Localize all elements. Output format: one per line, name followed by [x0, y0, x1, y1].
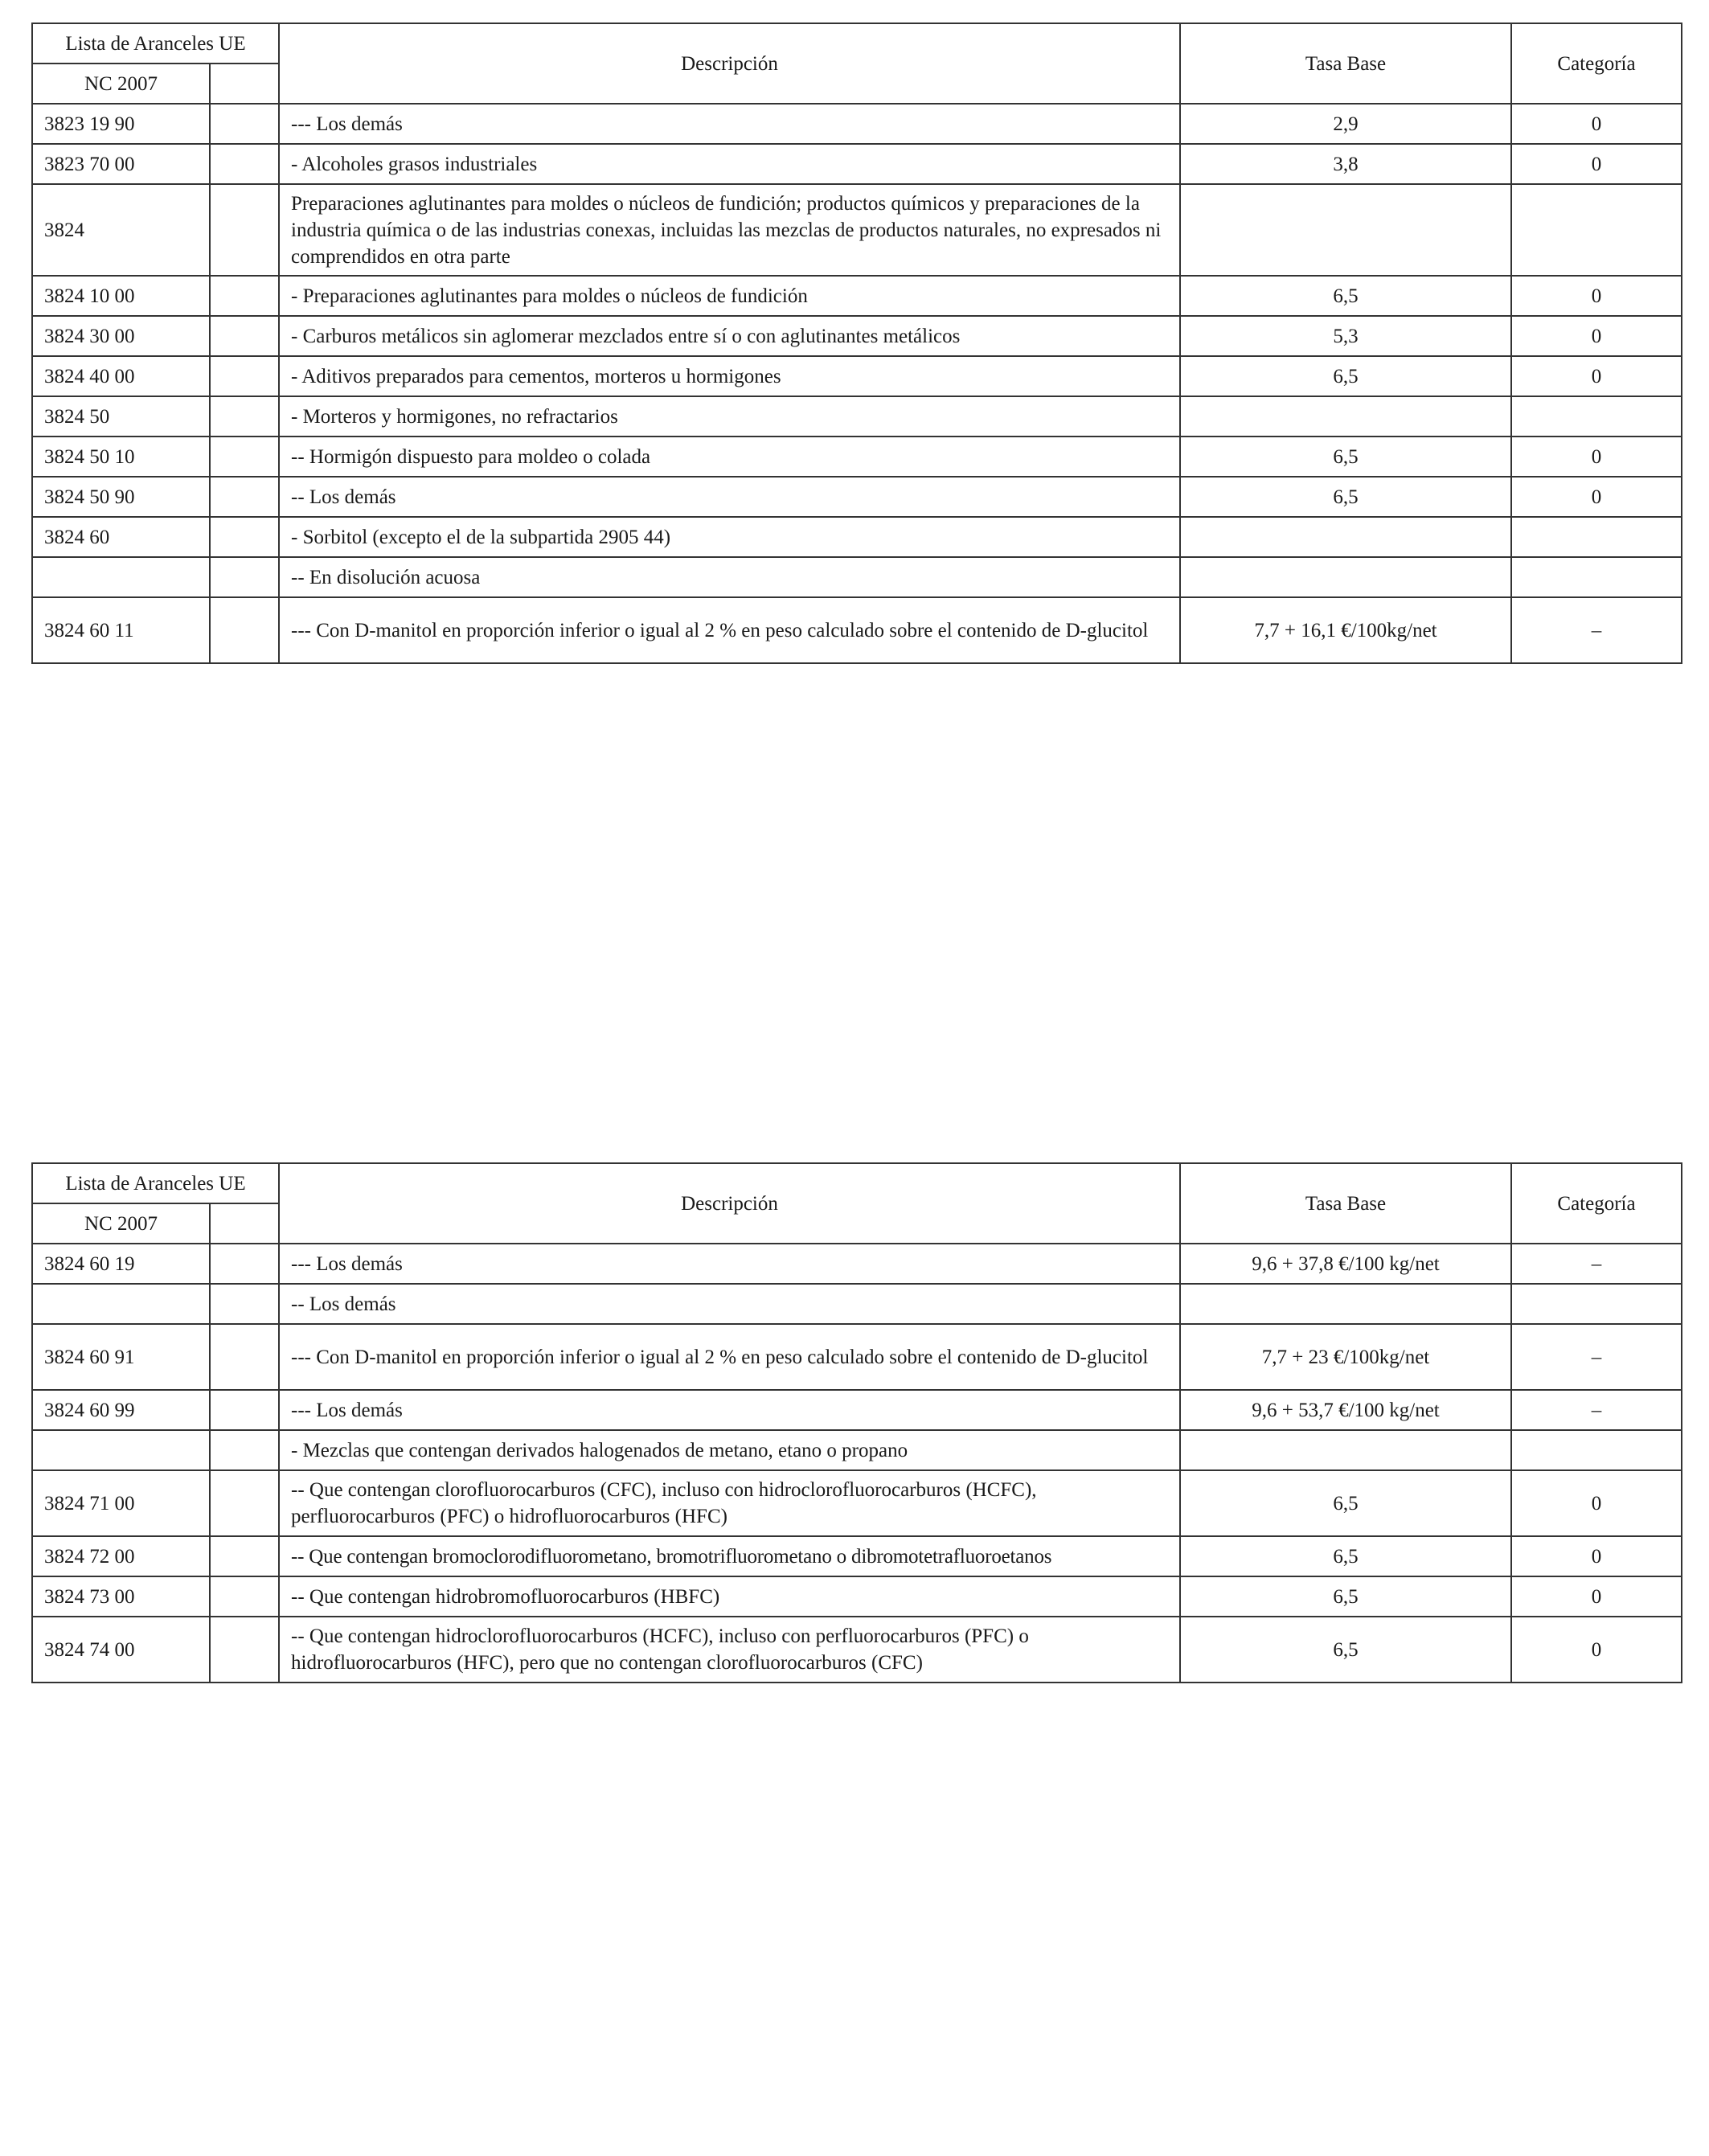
- row-empty: [210, 104, 279, 144]
- table-row: [32, 477, 1682, 517]
- table-row: [32, 396, 1682, 437]
- row-rate: 9,6 + 37,8 €/100 kg/net: [1180, 1244, 1511, 1284]
- row-empty: [210, 1536, 279, 1576]
- row-category: 0: [1511, 316, 1682, 356]
- row-code: [32, 1284, 210, 1324]
- row-description: --- Los demás: [279, 104, 1180, 144]
- row-empty: [210, 557, 279, 597]
- row-description: -- Hormigón dispuesto para moldeo o colada: [279, 437, 1180, 477]
- row-empty: [210, 144, 279, 184]
- row-category: [1511, 1430, 1682, 1470]
- row-category: 0: [1511, 276, 1682, 316]
- row-category: –: [1511, 597, 1682, 663]
- row-description: -- Que contengan hidrobromofluorocarburos (HBFC): [279, 1576, 1180, 1617]
- row-code: [32, 557, 210, 597]
- row-description: Preparaciones aglutinantes para moldes o núcleos de fundición; productos químicos y preparaciones de la industria química o de las industrias conexas, incluidas las mezclas de productos naturales, no expresados ni comprendidos en otra parte: [279, 184, 1180, 276]
- row-rate: 6,5: [1180, 356, 1511, 396]
- header-descripcion: Descripción: [279, 1163, 1180, 1244]
- row-empty: [210, 1576, 279, 1617]
- table-row: [32, 276, 1682, 316]
- row-rate: [1180, 1430, 1511, 1470]
- row-description: - Mezclas que contengan derivados halogenados de metano, etano o propano: [279, 1430, 1180, 1470]
- table-row: [32, 1324, 1682, 1390]
- row-code: 3824 60 99: [32, 1390, 210, 1430]
- row-empty: [210, 276, 279, 316]
- row-category: 0: [1511, 104, 1682, 144]
- header-descripcion: Descripción: [279, 23, 1180, 104]
- row-category: –: [1511, 1244, 1682, 1284]
- table-row: [32, 557, 1682, 597]
- table-row: [32, 1430, 1682, 1470]
- row-category: 0: [1511, 437, 1682, 477]
- table-row: [32, 104, 1682, 144]
- header-empty-cell: [210, 1203, 279, 1244]
- table-row: [32, 1284, 1682, 1324]
- row-rate: 6,5: [1180, 1576, 1511, 1617]
- row-code: 3824 73 00: [32, 1576, 210, 1617]
- row-code: 3824 50 10: [32, 437, 210, 477]
- row-code: 3823 19 90: [32, 104, 210, 144]
- row-rate: [1180, 396, 1511, 437]
- row-code: [32, 1430, 210, 1470]
- row-empty: [210, 517, 279, 557]
- row-code: 3824 60 91: [32, 1324, 210, 1390]
- row-rate: [1180, 517, 1511, 557]
- row-description: -- Los demás: [279, 477, 1180, 517]
- table-row: [32, 1576, 1682, 1617]
- row-rate: 6,5: [1180, 276, 1511, 316]
- header-tasa-base: Tasa Base: [1180, 1163, 1511, 1244]
- row-rate: 6,5: [1180, 437, 1511, 477]
- row-rate: [1180, 1284, 1511, 1324]
- row-category: [1511, 557, 1682, 597]
- row-category: [1511, 184, 1682, 276]
- row-category: [1511, 517, 1682, 557]
- row-code: 3824 50 90: [32, 477, 210, 517]
- table-row: [32, 1470, 1682, 1536]
- row-code: 3824 60 19: [32, 1244, 210, 1284]
- tariff-table-1: [31, 23, 1682, 664]
- table-row: [32, 184, 1682, 276]
- row-rate: 9,6 + 53,7 €/100 kg/net: [1180, 1390, 1511, 1430]
- row-empty: [210, 316, 279, 356]
- row-category: 0: [1511, 1536, 1682, 1576]
- row-category: [1511, 396, 1682, 437]
- table-row: [32, 1536, 1682, 1576]
- row-code: 3824 10 00: [32, 276, 210, 316]
- row-empty: [210, 1430, 279, 1470]
- row-rate: [1180, 184, 1511, 276]
- header-lista-aranceles: Lista de Aranceles UE: [32, 23, 279, 64]
- row-code: 3824 60: [32, 517, 210, 557]
- row-rate: 6,5: [1180, 1536, 1511, 1576]
- row-category: 0: [1511, 144, 1682, 184]
- tariff-table-2: [31, 1162, 1682, 1683]
- row-code: 3824: [32, 184, 210, 276]
- row-empty: [210, 437, 279, 477]
- row-category: 0: [1511, 1617, 1682, 1683]
- row-description: - Alcoholes grasos industriales: [279, 144, 1180, 184]
- row-description: -- Los demás: [279, 1284, 1180, 1324]
- row-code: 3824 30 00: [32, 316, 210, 356]
- row-rate: 3,8: [1180, 144, 1511, 184]
- row-empty: [210, 356, 279, 396]
- row-category: 0: [1511, 1576, 1682, 1617]
- row-rate: 6,5: [1180, 1470, 1511, 1536]
- table-row: [32, 356, 1682, 396]
- table-row: [32, 437, 1682, 477]
- row-category: –: [1511, 1324, 1682, 1390]
- row-code: 3823 70 00: [32, 144, 210, 184]
- table-row: [32, 597, 1682, 663]
- row-category: 0: [1511, 477, 1682, 517]
- row-empty: [210, 184, 279, 276]
- row-code: 3824 71 00: [32, 1470, 210, 1536]
- row-empty: [210, 477, 279, 517]
- row-category: [1511, 1284, 1682, 1324]
- row-rate: 2,9: [1180, 104, 1511, 144]
- table-row: [32, 1390, 1682, 1430]
- row-code: 3824 74 00: [32, 1617, 210, 1683]
- row-category: 0: [1511, 1470, 1682, 1536]
- row-description: -- Que contengan hidroclorofluorocarburos (HCFC), incluso con perfluorocarburos (PFC) o hidrofluorocarburos (HFC), pero que no contengan clorofluorocarburos (CFC): [279, 1617, 1180, 1683]
- row-empty: [210, 396, 279, 437]
- row-description: -- Que contengan clorofluorocarburos (CFC), incluso con hidroclorofluorocarburos (HCFC), perfluorocarburos (PFC) o hidrofluorocarburos (HFC): [279, 1470, 1180, 1536]
- row-empty: [210, 1390, 279, 1430]
- row-code: 3824 72 00: [32, 1536, 210, 1576]
- row-empty: [210, 1617, 279, 1683]
- row-category: 0: [1511, 356, 1682, 396]
- row-empty: [210, 1324, 279, 1390]
- row-empty: [210, 1284, 279, 1324]
- row-empty: [210, 597, 279, 663]
- row-rate: 7,7 + 16,1 €/100kg/net: [1180, 597, 1511, 663]
- row-category: –: [1511, 1390, 1682, 1430]
- row-description: -- Que contengan bromoclorodifluorometano, bromotrifluorometano o dibromotetrafluoroetanos: [279, 1536, 1180, 1576]
- row-description: -- En disolución acuosa: [279, 557, 1180, 597]
- row-description: --- Con D-manitol en proporción inferior o igual al 2 % en peso calculado sobre el contenido de D-glucitol: [279, 597, 1180, 663]
- table-row: [32, 316, 1682, 356]
- table-row: [32, 1617, 1682, 1683]
- table-row: [32, 144, 1682, 184]
- row-empty: [210, 1470, 279, 1536]
- header-nc-2007: NC 2007: [32, 1203, 210, 1244]
- row-empty: [210, 1244, 279, 1284]
- row-description: --- Con D-manitol en proporción inferior o igual al 2 % en peso calculado sobre el contenido de D-glucitol: [279, 1324, 1180, 1390]
- header-nc-2007: NC 2007: [32, 64, 210, 104]
- row-description: - Morteros y hormigones, no refractarios: [279, 396, 1180, 437]
- header-categoria: Categoría: [1511, 1163, 1682, 1244]
- row-rate: 6,5: [1180, 1617, 1511, 1683]
- row-description: - Carburos metálicos sin aglomerar mezclados entre sí o con aglutinantes metálicos: [279, 316, 1180, 356]
- header-lista-aranceles: Lista de Aranceles UE: [32, 1163, 279, 1203]
- header-categoria: Categoría: [1511, 23, 1682, 104]
- header-tasa-base: Tasa Base: [1180, 23, 1511, 104]
- row-description: - Preparaciones aglutinantes para moldes o núcleos de fundición: [279, 276, 1180, 316]
- row-rate: 5,3: [1180, 316, 1511, 356]
- row-description: --- Los demás: [279, 1244, 1180, 1284]
- row-description: - Aditivos preparados para cementos, morteros u hormigones: [279, 356, 1180, 396]
- row-code: 3824 60 11: [32, 597, 210, 663]
- row-rate: 6,5: [1180, 477, 1511, 517]
- table-row: [32, 517, 1682, 557]
- row-rate: [1180, 557, 1511, 597]
- row-code: 3824 50: [32, 396, 210, 437]
- row-code: 3824 40 00: [32, 356, 210, 396]
- row-description: - Sorbitol (excepto el de la subpartida 2905 44): [279, 517, 1180, 557]
- header-empty-cell: [210, 64, 279, 104]
- row-rate: 7,7 + 23 €/100kg/net: [1180, 1324, 1511, 1390]
- table-row: [32, 1244, 1682, 1284]
- row-description: --- Los demás: [279, 1390, 1180, 1430]
